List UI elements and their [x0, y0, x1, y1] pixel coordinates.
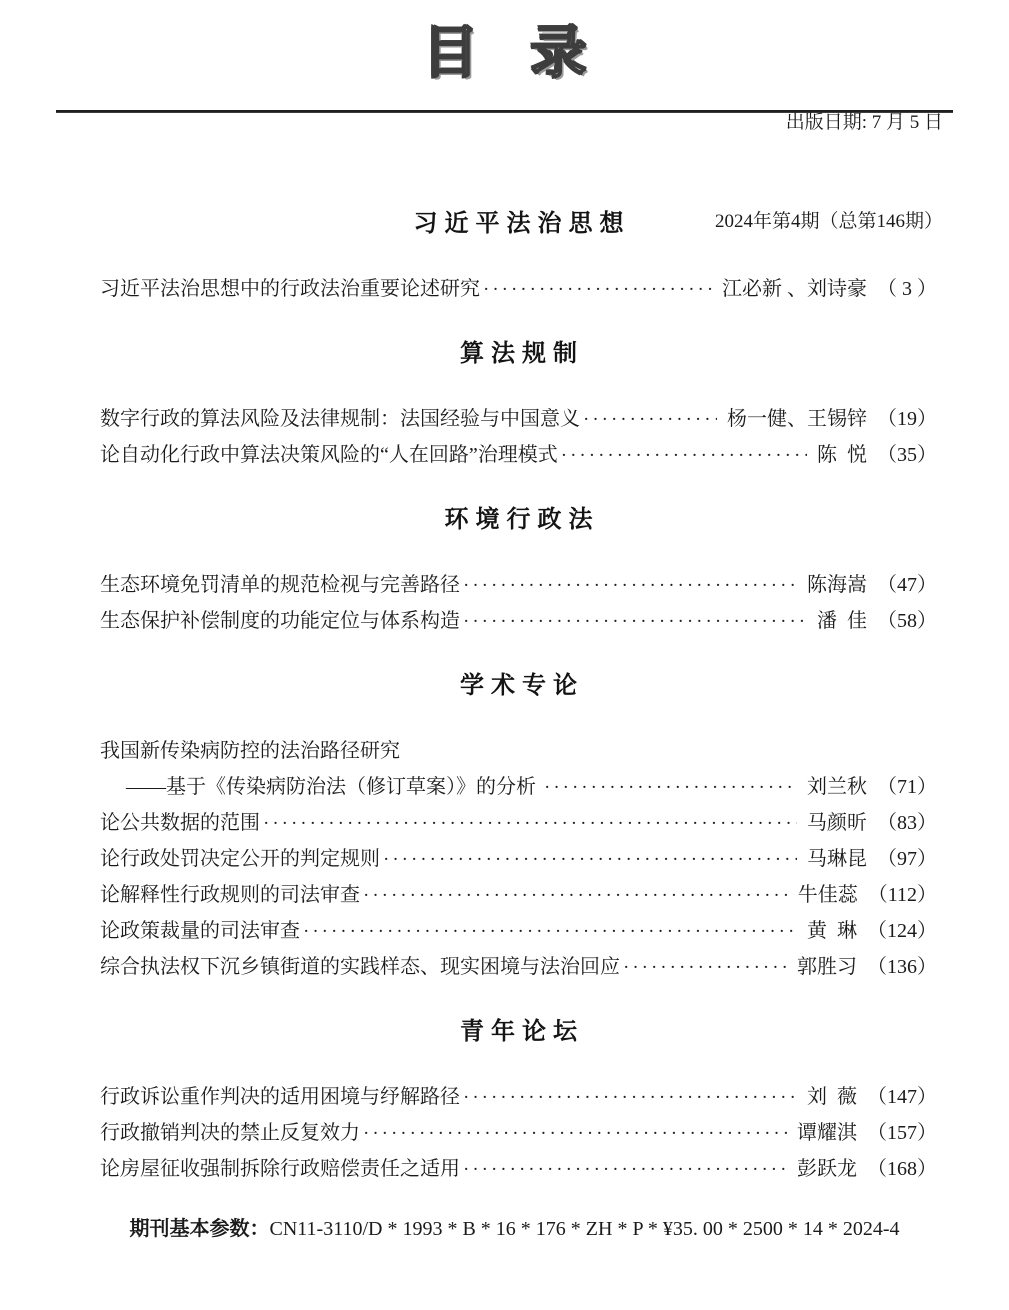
leader-dots: [583, 408, 717, 431]
entry-author: 彭跃龙: [797, 1158, 857, 1180]
leader-dots: [463, 610, 807, 633]
toc-entry: [100, 610, 937, 633]
entry-author: 潘 佳: [817, 610, 867, 632]
parameters-label: 期刊基本参数：: [129, 1218, 270, 1240]
publication-info: [715, 40, 943, 304]
toc-entry: [100, 920, 937, 943]
entry-title: 论房屋征收强制拆除行政赔偿责任之适用: [100, 1158, 460, 1180]
entry-page: （ 3 ）: [877, 278, 937, 300]
entry-author: 谭耀淇: [797, 1122, 857, 1144]
entry-page: （147）: [867, 1086, 937, 1108]
entry-title: 论行政处罚决定公开的判定规则: [100, 848, 380, 870]
parameters-value: CN11-3110/D * 1993 * B * 16 * 176 * ZH * P * ¥35. 00 * 2500 * 14 * 2024-4: [269, 1218, 900, 1240]
leader-dots: [363, 884, 788, 907]
toc-entry: [100, 408, 937, 431]
section-heading: 习近平法治思想: [413, 211, 631, 237]
page-title: 目录: [422, 23, 639, 85]
toc-entry: [100, 848, 937, 871]
leader-dots: [383, 848, 797, 871]
section-heading: 环境行政法: [444, 507, 600, 533]
toc-entry: [100, 444, 937, 467]
entry-page: （157）: [867, 1122, 937, 1144]
entry-page: （83）: [877, 812, 937, 834]
toc-entry: [100, 740, 937, 763]
leader-dots: [463, 1086, 797, 1109]
toc-entry: [100, 1122, 937, 1145]
leader-dots: [463, 1158, 787, 1181]
publication-date: 出版日期: 7 月 5 日: [785, 112, 943, 133]
section-heading: 青年论坛: [460, 1019, 584, 1045]
entry-title: 生态环境免罚清单的规范检视与完善路径: [100, 574, 460, 596]
entry-page: （71）: [877, 776, 937, 798]
section-heading: 学术专论: [460, 673, 584, 699]
leader-dots: [483, 278, 712, 301]
issue-number: 2024年第4期（总第146期）: [714, 211, 943, 232]
leader-dots: [544, 776, 797, 799]
entry-title: 数字行政的算法风险及法律规制：法国经验与中国意义: [100, 408, 580, 430]
entry-author: 陈海嵩: [807, 574, 867, 596]
leader-dots: [561, 444, 807, 467]
entry-page: （58）: [877, 610, 937, 632]
toc-entry: [100, 574, 937, 597]
leader-dots: [623, 956, 787, 979]
entry-author: 郭胜习: [797, 956, 857, 978]
leader-dots: [303, 920, 797, 943]
leader-dots: [263, 812, 797, 835]
entry-page: （168）: [867, 1158, 937, 1180]
entry-author: 牛佳蕊: [797, 884, 858, 906]
entry-page: （112）: [867, 884, 937, 906]
entry-title: 行政诉讼重作判决的适用困境与纾解路径: [100, 1086, 460, 1108]
entry-author: 江必新 、刘诗豪: [722, 278, 867, 300]
leader-dots: [463, 574, 797, 597]
entry-author: 杨一健、王锡锌: [727, 408, 867, 430]
entry-title: 论政策裁量的司法审查: [100, 920, 300, 942]
entry-title: 论公共数据的范围: [100, 812, 260, 834]
entry-title: 习近平法治思想中的行政法治重要论述研究: [100, 278, 480, 300]
entry-title: 生态保护补偿制度的功能定位与体系构造: [100, 610, 460, 632]
toc-entry: [100, 1086, 937, 1109]
entry-page: （124）: [867, 920, 937, 942]
entry-title: 论自动化行政中算法决策风险的“人在回路”治理模式: [100, 444, 558, 466]
section-heading: 算法规制: [460, 341, 584, 367]
entry-title: 我国新传染病防控的法治路径研究: [100, 740, 400, 762]
entry-author: 黄 琳: [807, 920, 857, 942]
entry-author: 马颜昕: [807, 812, 867, 834]
entry-author: 刘 薇: [807, 1086, 857, 1108]
entry-page: （19）: [877, 408, 937, 430]
entry-author: 刘兰秋: [807, 776, 867, 798]
toc-entry: [100, 956, 937, 979]
journal-parameters: [0, 1189, 1009, 1264]
entry-page: （97）: [877, 848, 937, 870]
entry-author: 马琳昆: [807, 848, 867, 870]
entry-page: （35）: [877, 444, 937, 466]
toc-entry: [100, 884, 937, 907]
entry-title: 论解释性行政规则的司法审查: [100, 884, 360, 906]
entry-title: 行政撤销判决的禁止反复效力: [100, 1122, 360, 1144]
toc-entry: [100, 1158, 937, 1181]
leader-dots: [363, 1122, 787, 1145]
entry-subtitle: ——基于《传染病防治法（修订草案）》的分析: [126, 776, 541, 798]
entry-title: 综合执法权下沉乡镇街道的实践样态、现实困境与法治回应: [100, 956, 620, 978]
toc-entry: [100, 812, 937, 835]
entry-page: （47）: [877, 574, 937, 596]
entry-author: 陈 悦: [817, 444, 867, 466]
toc-entry: [100, 776, 937, 799]
entry-page: （136）: [867, 956, 937, 978]
